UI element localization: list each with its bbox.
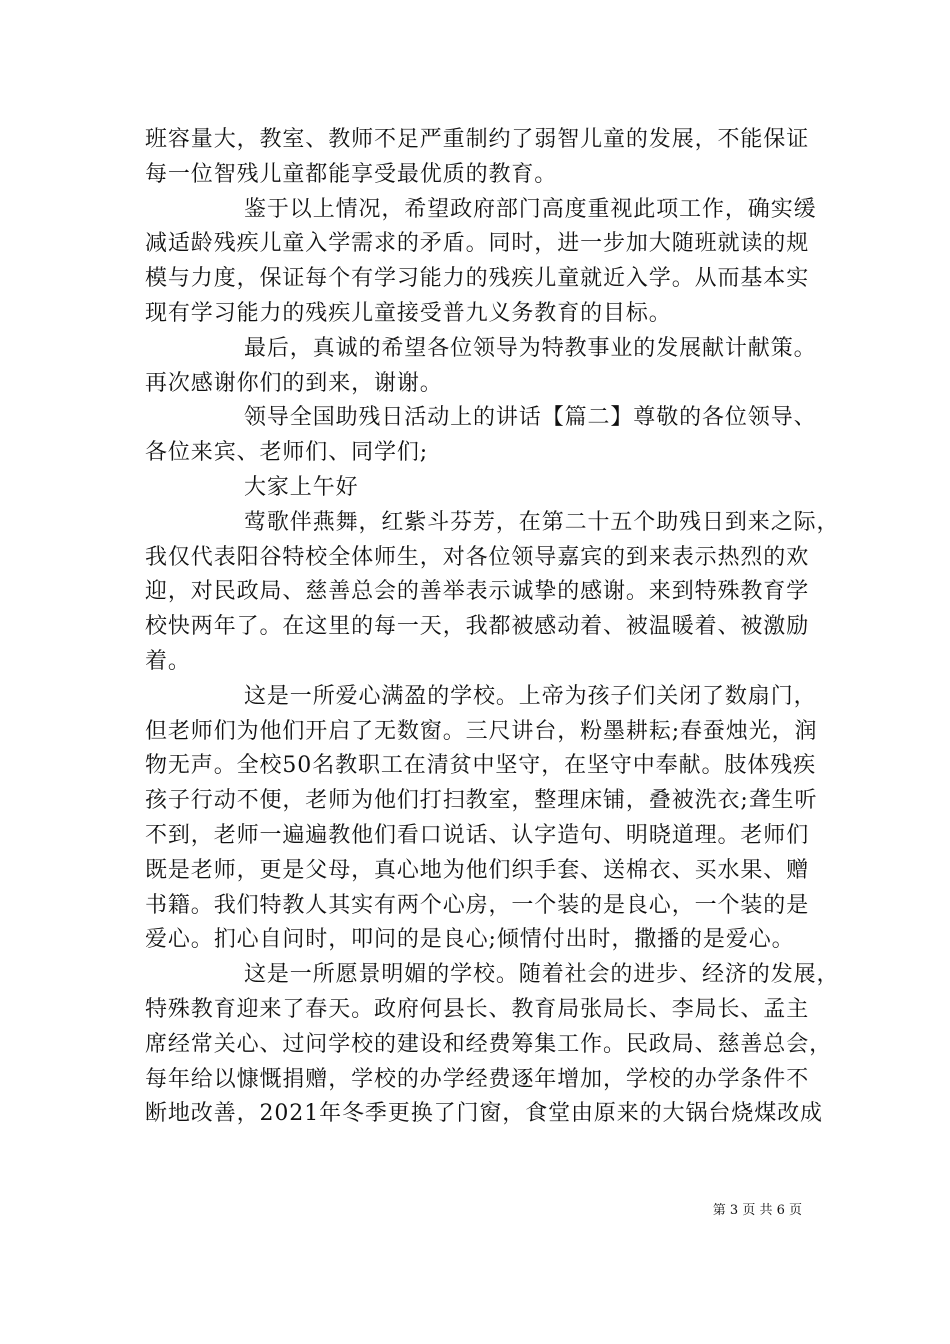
text-line: 这是一所愿景明媚的学校。随着社会的进步、经济的发展， xyxy=(244,962,840,988)
text-line: 各位来宾、老师们、同学们; xyxy=(145,440,429,466)
text-line: 孩子行动不便，老师为他们打扫教室，整理床铺，叠被洗衣;聋生听 xyxy=(145,788,818,814)
text-line: 莺歌伴燕舞，红紫斗芬芳，在第二十五个助残日到来之际， xyxy=(244,509,840,535)
text-line: 领导全国助残日活动上的讲话【篇二】尊敬的各位领导、 xyxy=(244,405,817,431)
text-line: 这是一所爱心满盈的学校。上帝为孩子们关闭了数扇门， xyxy=(244,683,817,709)
text-line: 再次感谢你们的到来，谢谢。 xyxy=(145,370,443,396)
text-line: 每年给以慷慨捐赠，学校的办学经费逐年增加，学校的办学条件不 xyxy=(145,1066,810,1092)
text-line: 班容量大，教室、教师不足严重制约了弱智儿童的发展，不能保证 xyxy=(145,127,810,152)
text-line: 我仅代表阳谷特校全体师生，对各位领导嘉宾的到来表示热烈的欢 xyxy=(145,544,810,570)
text-line: 物无声。全校50名教职工在清贫中坚守，在坚守中奉献。肢体残疾 xyxy=(145,753,816,779)
text-line: 特殊教育迎来了春天。政府何县长、教育局张局长、李局长、孟主 xyxy=(145,996,810,1022)
text-line: 但老师们为他们开启了无数窗。三尺讲台，粉墨耕耘;春蚕烛光，润 xyxy=(145,718,818,744)
text-line: 大家上午好 xyxy=(244,474,359,500)
text-line: 鉴于以上情况，希望政府部门高度重视此项工作，确实缓 xyxy=(244,196,817,222)
text-line: 断地改善，2021年冬季更换了门窗，食堂由原来的大锅台烧煤改成 xyxy=(145,1101,823,1127)
text-line: 着。 xyxy=(145,648,191,674)
text-line: 席经常关心、过问学校的建设和经费筹集工作。民政局、慈善总会， xyxy=(145,1031,833,1057)
text-line: 现有学习能力的残疾儿童接受普九义务教育的目标。 xyxy=(145,300,672,326)
text-line: 模与力度，保证每个有学习能力的残疾儿童就近入学。从而基本实 xyxy=(145,266,810,292)
text-line: 既是老师，更是父母，真心地为他们织手套、送棉衣、买水果、赠 xyxy=(145,857,810,883)
text-line: 爱心。扪心自问时，叩问的是良心;倾情付出时，撒播的是爱心。 xyxy=(145,927,795,953)
text-line: 最后，真诚的希望各位领导为特教事业的发展献计献策。 xyxy=(244,335,817,361)
text-line: 书籍。我们特教人其实有两个心房，一个装的是良心，一个装的是 xyxy=(145,892,810,918)
page-number: 第 3 页 共 6 页 xyxy=(712,1203,802,1218)
text-line: 迎，对民政局、慈善总会的善举表示诚挚的感谢。来到特殊教育学 xyxy=(145,579,810,605)
text-line: 校快两年了。在这里的每一天，我都被感动着、被温暖着、被激励 xyxy=(145,614,810,640)
text-line: 不到，老师一遍遍教他们看口说话、认字造句、明晓道理。老师们 xyxy=(145,822,810,848)
text-line: 每一位智残儿童都能享受最优质的教育。 xyxy=(145,161,558,187)
text-line: 减适龄残疾儿童入学需求的矛盾。同时，进一步加大随班就读的规 xyxy=(145,231,810,257)
body-text xyxy=(145,123,840,1132)
